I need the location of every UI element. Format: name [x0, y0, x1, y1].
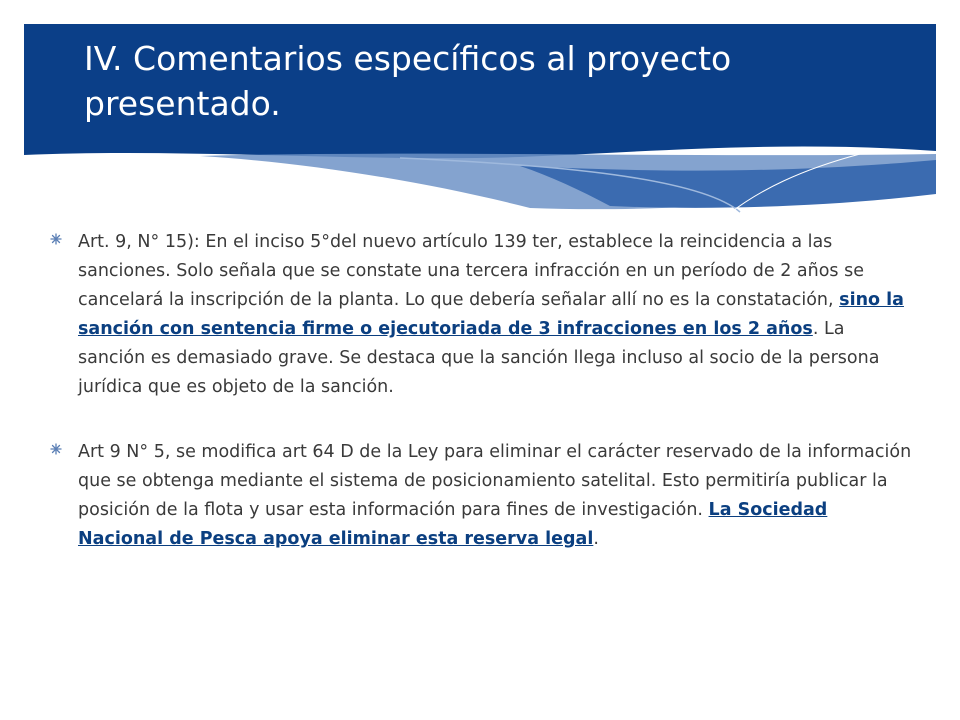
slide-body — [50, 228, 915, 554]
bullet-item — [50, 228, 915, 402]
bullet-text: Art. 9, N° 15): En el inciso 5°del nuevo artículo 139 ter, establece la reincidencia a las sanciones. Solo señala que se constate una tercera infracción en un período de 2 años se cancelará la inscripción de la planta. Lo que debería señalar allí no es la constatación, — [78, 232, 864, 310]
bullet-text-end: . — [593, 529, 599, 549]
bullet-item — [50, 438, 915, 554]
asterisk-bullet-icon — [50, 443, 62, 455]
bullet-emphasis: La Sociedad Nacional de Pesca apoya eliminar esta reserva legal — [78, 500, 828, 549]
bullet-text-end: . La sanción es demasiado grave. Se destaca que la sanción llega incluso al socio de la persona jurídica que es objeto de la sanción. — [78, 319, 880, 397]
bullet-text: Art 9 N° 5, se modifica art 64 D de la Ley para eliminar el carácter reservado de la información que se obtenga mediante el sistema de posicionamiento satelital. Esto permitiría publicar la posición de la flota y usar esta información para fines de investigación. — [78, 442, 912, 520]
asterisk-bullet-icon — [50, 233, 62, 245]
bullet-emphasis: sino la sanción con sentencia firme o ejecutoriada de 3 infracciones en los 2 años — [78, 290, 904, 339]
slide-title: IV. Comentarios específicos al proyecto presentado. — [84, 39, 732, 123]
